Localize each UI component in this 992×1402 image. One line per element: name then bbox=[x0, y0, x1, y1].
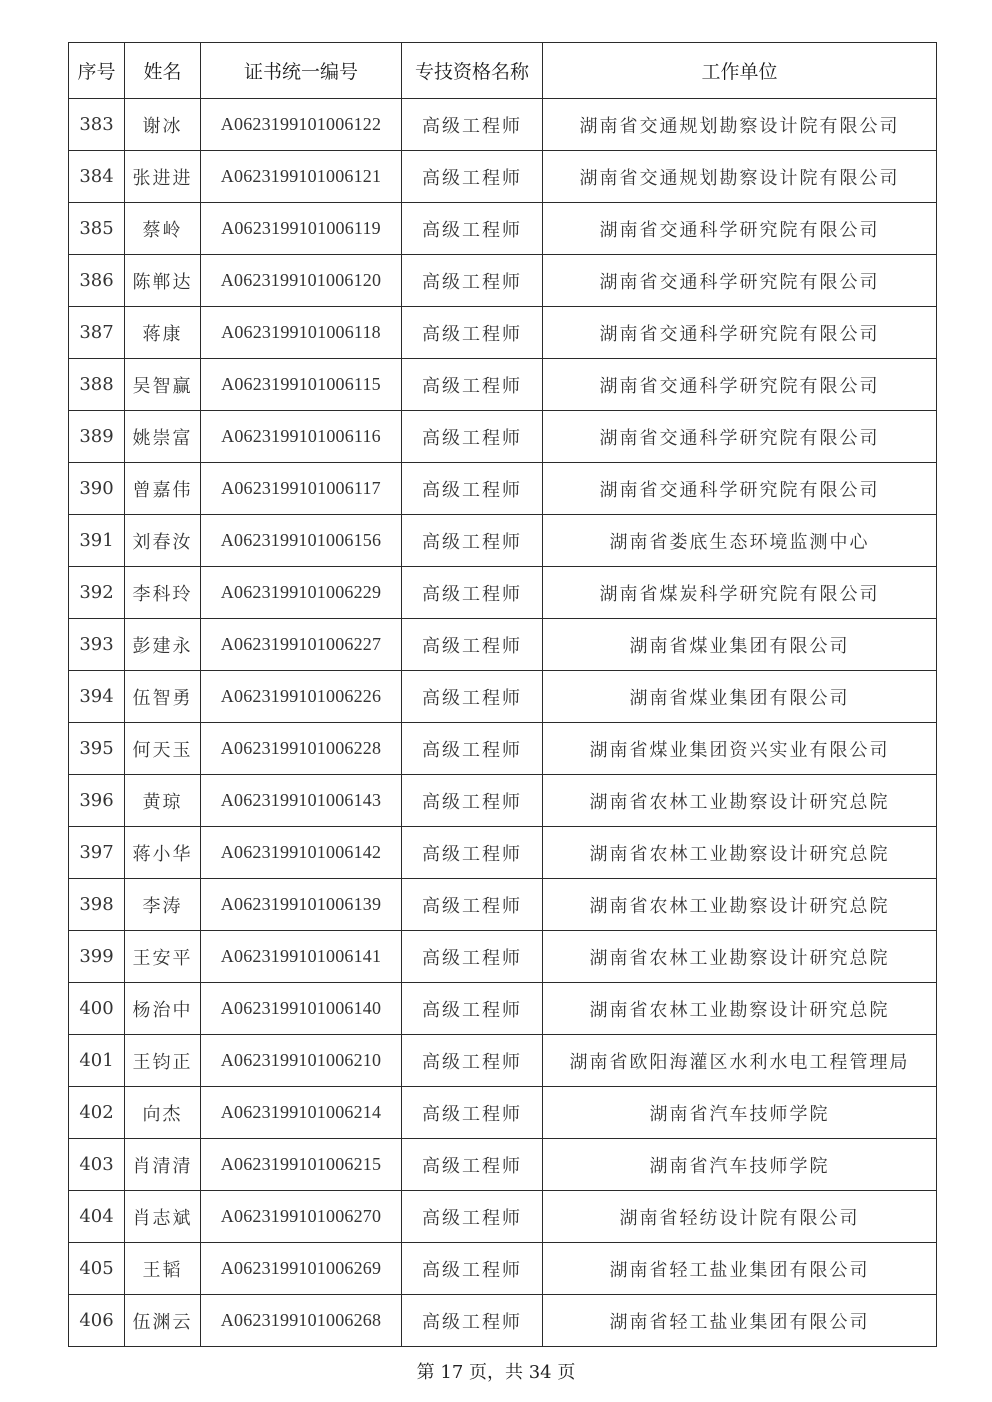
cell-work-unit: 湖南省农林工业勘察设计研究总院 bbox=[543, 983, 937, 1035]
cell-qualification: 高级工程师 bbox=[402, 515, 543, 567]
cell-work-unit: 湖南省汽车技师学院 bbox=[543, 1087, 937, 1139]
cell-serial-no: 397 bbox=[69, 827, 125, 879]
cell-work-unit: 湖南省交通科学研究院有限公司 bbox=[543, 359, 937, 411]
cell-work-unit: 湖南省汽车技师学院 bbox=[543, 1139, 937, 1191]
table-row bbox=[69, 1191, 937, 1243]
cell-cert-number: A0623199101006228 bbox=[201, 723, 402, 775]
cell-serial-no: 383 bbox=[69, 99, 125, 151]
cell-name: 蒋小华 bbox=[125, 827, 201, 879]
cell-serial-no: 390 bbox=[69, 463, 125, 515]
cell-serial-no: 391 bbox=[69, 515, 125, 567]
cell-cert-number: A0623199101006122 bbox=[201, 99, 402, 151]
cell-work-unit: 湖南省轻工盐业集团有限公司 bbox=[543, 1243, 937, 1295]
header-name: 姓名 bbox=[125, 43, 201, 99]
page-number-text: 第 17 页，共 34 页 bbox=[416, 1362, 576, 1383]
header-qual: 专技资格名称 bbox=[402, 43, 543, 99]
cell-work-unit: 湖南省交通规划勘察设计院有限公司 bbox=[543, 151, 937, 203]
cell-qualification: 高级工程师 bbox=[402, 723, 543, 775]
cell-serial-no: 399 bbox=[69, 931, 125, 983]
cell-cert-number: A0623199101006116 bbox=[201, 411, 402, 463]
table-row bbox=[69, 359, 937, 411]
cell-name: 李涛 bbox=[125, 879, 201, 931]
cell-name: 王韬 bbox=[125, 1243, 201, 1295]
table-row bbox=[69, 879, 937, 931]
cell-work-unit: 湖南省轻纺设计院有限公司 bbox=[543, 1191, 937, 1243]
cell-qualification: 高级工程师 bbox=[402, 307, 543, 359]
cell-qualification: 高级工程师 bbox=[402, 567, 543, 619]
cell-work-unit: 湖南省娄底生态环境监测中心 bbox=[543, 515, 937, 567]
cell-cert-number: A0623199101006215 bbox=[201, 1139, 402, 1191]
cell-serial-no: 385 bbox=[69, 203, 125, 255]
cell-work-unit: 湖南省交通科学研究院有限公司 bbox=[543, 307, 937, 359]
cell-cert-number: A0623199101006142 bbox=[201, 827, 402, 879]
cell-serial-no: 396 bbox=[69, 775, 125, 827]
page-footer bbox=[0, 1358, 992, 1384]
cell-work-unit: 湖南省农林工业勘察设计研究总院 bbox=[543, 931, 937, 983]
cell-qualification: 高级工程师 bbox=[402, 1191, 543, 1243]
header-unit: 工作单位 bbox=[543, 43, 937, 99]
cell-qualification: 高级工程师 bbox=[402, 879, 543, 931]
cell-name: 伍智勇 bbox=[125, 671, 201, 723]
cell-work-unit: 湖南省轻工盐业集团有限公司 bbox=[543, 1295, 937, 1347]
cell-work-unit: 湖南省交通科学研究院有限公司 bbox=[543, 255, 937, 307]
cell-cert-number: A0623199101006214 bbox=[201, 1087, 402, 1139]
cell-cert-number: A0623199101006143 bbox=[201, 775, 402, 827]
cell-cert-number: A0623199101006117 bbox=[201, 463, 402, 515]
table-row bbox=[69, 1139, 937, 1191]
cell-serial-no: 384 bbox=[69, 151, 125, 203]
cell-serial-no: 401 bbox=[69, 1035, 125, 1087]
cell-name: 伍渊云 bbox=[125, 1295, 201, 1347]
cell-work-unit: 湖南省农林工业勘察设计研究总院 bbox=[543, 827, 937, 879]
cell-qualification: 高级工程师 bbox=[402, 1139, 543, 1191]
cell-name: 张进进 bbox=[125, 151, 201, 203]
cell-name: 吴智赢 bbox=[125, 359, 201, 411]
cell-cert-number: A0623199101006156 bbox=[201, 515, 402, 567]
cell-name: 肖清清 bbox=[125, 1139, 201, 1191]
table-row bbox=[69, 619, 937, 671]
cell-name: 蒋康 bbox=[125, 307, 201, 359]
table-row bbox=[69, 827, 937, 879]
cell-name: 杨治中 bbox=[125, 983, 201, 1035]
cell-qualification: 高级工程师 bbox=[402, 255, 543, 307]
cell-cert-number: A0623199101006268 bbox=[201, 1295, 402, 1347]
cell-name: 肖志斌 bbox=[125, 1191, 201, 1243]
cell-work-unit: 湖南省交通规划勘察设计院有限公司 bbox=[543, 99, 937, 151]
table-row bbox=[69, 151, 937, 203]
cell-cert-number: A0623199101006227 bbox=[201, 619, 402, 671]
cell-qualification: 高级工程师 bbox=[402, 411, 543, 463]
cell-serial-no: 394 bbox=[69, 671, 125, 723]
cell-cert-number: A0623199101006226 bbox=[201, 671, 402, 723]
cell-serial-no: 406 bbox=[69, 1295, 125, 1347]
cell-name: 向杰 bbox=[125, 1087, 201, 1139]
table-row bbox=[69, 515, 937, 567]
cell-cert-number: A0623199101006115 bbox=[201, 359, 402, 411]
table-row bbox=[69, 983, 937, 1035]
header-no: 序号 bbox=[69, 43, 125, 99]
cell-name: 姚崇富 bbox=[125, 411, 201, 463]
cell-cert-number: A0623199101006121 bbox=[201, 151, 402, 203]
cell-name: 曾嘉伟 bbox=[125, 463, 201, 515]
cell-work-unit: 湖南省交通科学研究院有限公司 bbox=[543, 411, 937, 463]
table-row bbox=[69, 775, 937, 827]
cell-serial-no: 386 bbox=[69, 255, 125, 307]
cell-qualification: 高级工程师 bbox=[402, 671, 543, 723]
table-row bbox=[69, 671, 937, 723]
cell-qualification: 高级工程师 bbox=[402, 1035, 543, 1087]
header-cert: 证书统一编号 bbox=[201, 43, 402, 99]
cell-qualification: 高级工程师 bbox=[402, 1243, 543, 1295]
cell-cert-number: A0623199101006210 bbox=[201, 1035, 402, 1087]
table-row bbox=[69, 411, 937, 463]
cell-cert-number: A0623199101006229 bbox=[201, 567, 402, 619]
cell-work-unit: 湖南省煤业集团资兴实业有限公司 bbox=[543, 723, 937, 775]
cell-qualification: 高级工程师 bbox=[402, 463, 543, 515]
table-header-row bbox=[69, 43, 937, 99]
cell-work-unit: 湖南省交通科学研究院有限公司 bbox=[543, 463, 937, 515]
cell-name: 彭建永 bbox=[125, 619, 201, 671]
cell-work-unit: 湖南省煤炭科学研究院有限公司 bbox=[543, 567, 937, 619]
cell-name: 王安平 bbox=[125, 931, 201, 983]
cell-qualification: 高级工程师 bbox=[402, 359, 543, 411]
cell-qualification: 高级工程师 bbox=[402, 1295, 543, 1347]
cell-qualification: 高级工程师 bbox=[402, 827, 543, 879]
cell-name: 刘春汝 bbox=[125, 515, 201, 567]
table-row bbox=[69, 1295, 937, 1347]
table-row bbox=[69, 307, 937, 359]
table-row bbox=[69, 723, 937, 775]
cell-cert-number: A0623199101006118 bbox=[201, 307, 402, 359]
roster-sheet bbox=[68, 42, 936, 1347]
table-row bbox=[69, 203, 937, 255]
cell-work-unit: 湖南省欧阳海灌区水利水电工程管理局 bbox=[543, 1035, 937, 1087]
cell-qualification: 高级工程师 bbox=[402, 619, 543, 671]
cell-serial-no: 387 bbox=[69, 307, 125, 359]
table-row bbox=[69, 931, 937, 983]
table-row bbox=[69, 255, 937, 307]
cell-name: 李科玲 bbox=[125, 567, 201, 619]
cell-serial-no: 398 bbox=[69, 879, 125, 931]
cell-serial-no: 403 bbox=[69, 1139, 125, 1191]
cell-name: 蔡岭 bbox=[125, 203, 201, 255]
cell-qualification: 高级工程师 bbox=[402, 775, 543, 827]
cell-work-unit: 湖南省煤业集团有限公司 bbox=[543, 671, 937, 723]
cell-name: 黄琼 bbox=[125, 775, 201, 827]
table-row bbox=[69, 1035, 937, 1087]
cell-name: 王钧正 bbox=[125, 1035, 201, 1087]
table-row bbox=[69, 463, 937, 515]
table-row bbox=[69, 99, 937, 151]
cell-cert-number: A0623199101006140 bbox=[201, 983, 402, 1035]
table-body bbox=[69, 99, 937, 1347]
cell-cert-number: A0623199101006141 bbox=[201, 931, 402, 983]
table-row bbox=[69, 1087, 937, 1139]
cell-serial-no: 389 bbox=[69, 411, 125, 463]
table-row bbox=[69, 567, 937, 619]
cell-serial-no: 393 bbox=[69, 619, 125, 671]
cell-cert-number: A0623199101006270 bbox=[201, 1191, 402, 1243]
cell-serial-no: 395 bbox=[69, 723, 125, 775]
cell-work-unit: 湖南省煤业集团有限公司 bbox=[543, 619, 937, 671]
cell-serial-no: 402 bbox=[69, 1087, 125, 1139]
cell-qualification: 高级工程师 bbox=[402, 99, 543, 151]
cell-name: 陈郸达 bbox=[125, 255, 201, 307]
cell-qualification: 高级工程师 bbox=[402, 151, 543, 203]
roster-table bbox=[68, 42, 937, 1347]
cell-name: 谢冰 bbox=[125, 99, 201, 151]
table-row bbox=[69, 1243, 937, 1295]
cell-qualification: 高级工程师 bbox=[402, 931, 543, 983]
cell-cert-number: A0623199101006139 bbox=[201, 879, 402, 931]
cell-serial-no: 405 bbox=[69, 1243, 125, 1295]
cell-serial-no: 388 bbox=[69, 359, 125, 411]
cell-qualification: 高级工程师 bbox=[402, 203, 543, 255]
cell-cert-number: A0623199101006269 bbox=[201, 1243, 402, 1295]
cell-cert-number: A0623199101006120 bbox=[201, 255, 402, 307]
cell-work-unit: 湖南省农林工业勘察设计研究总院 bbox=[543, 879, 937, 931]
cell-cert-number: A0623199101006119 bbox=[201, 203, 402, 255]
cell-serial-no: 404 bbox=[69, 1191, 125, 1243]
cell-serial-no: 400 bbox=[69, 983, 125, 1035]
cell-qualification: 高级工程师 bbox=[402, 983, 543, 1035]
cell-name: 何天玉 bbox=[125, 723, 201, 775]
cell-serial-no: 392 bbox=[69, 567, 125, 619]
cell-qualification: 高级工程师 bbox=[402, 1087, 543, 1139]
cell-work-unit: 湖南省农林工业勘察设计研究总院 bbox=[543, 775, 937, 827]
cell-work-unit: 湖南省交通科学研究院有限公司 bbox=[543, 203, 937, 255]
